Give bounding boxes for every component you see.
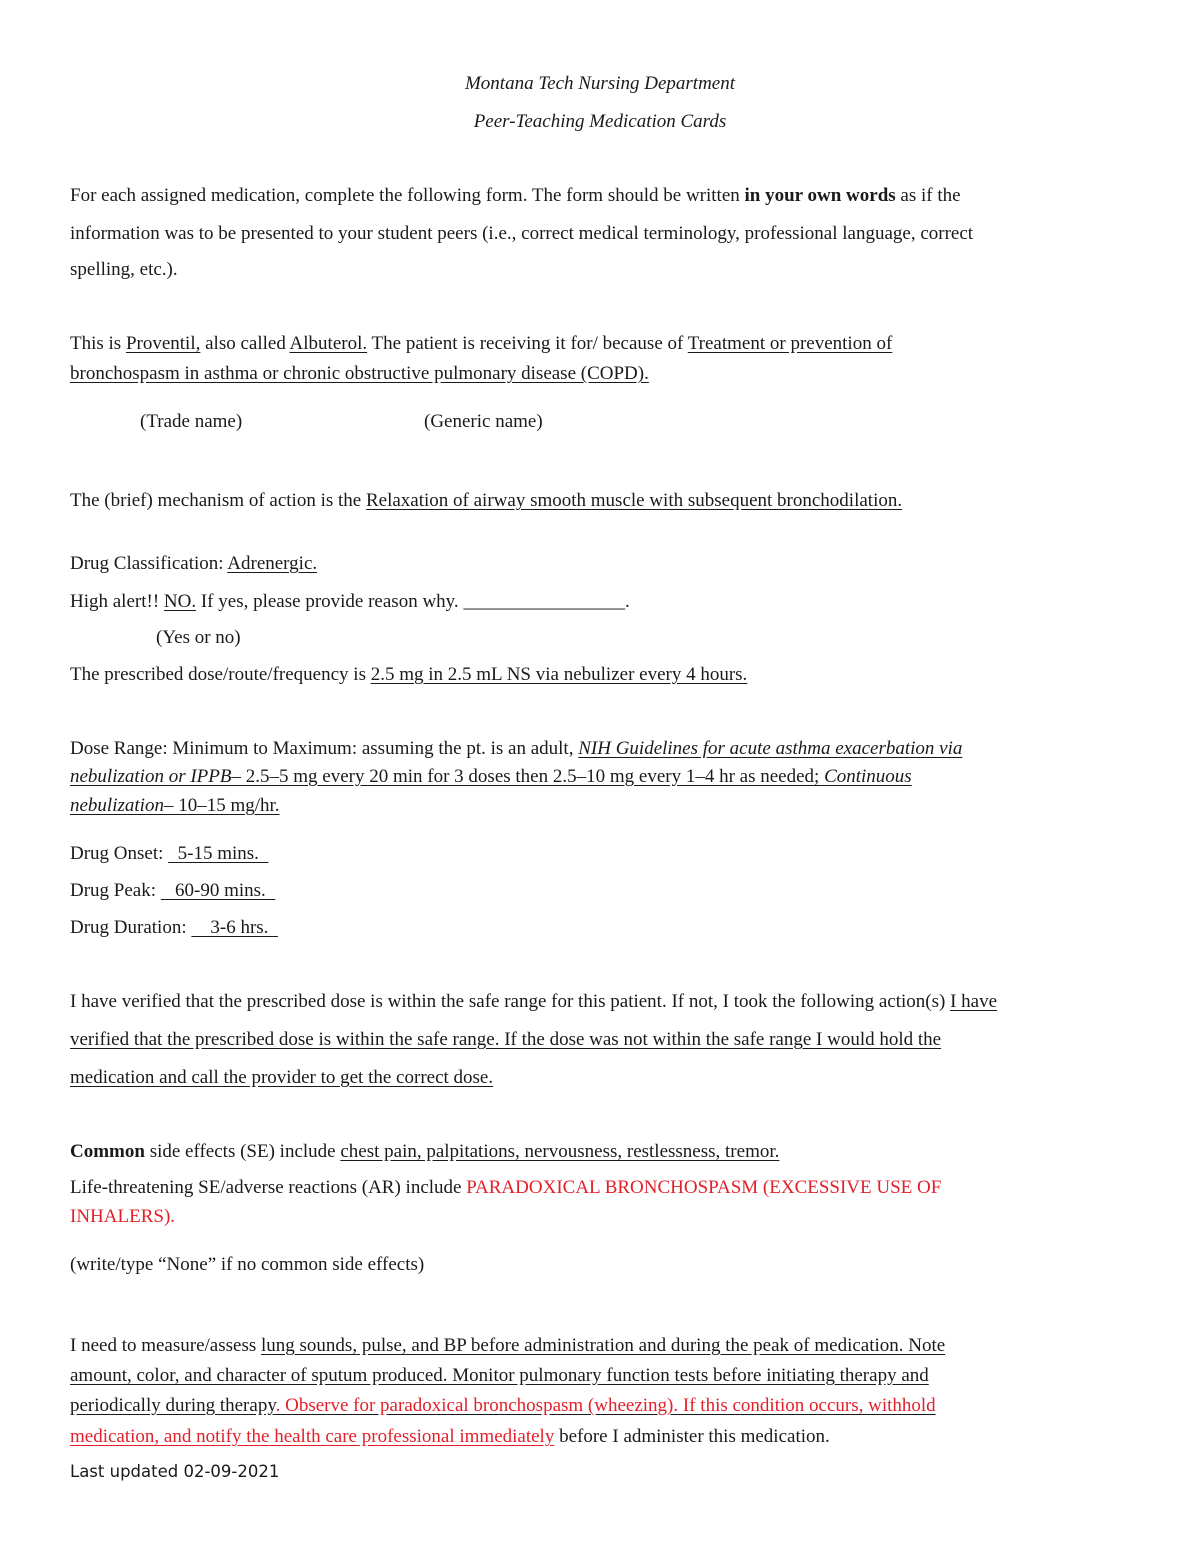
- high-alert-label: High alert!!: [70, 591, 164, 612]
- duration-label: Drug Duration:: [70, 917, 192, 938]
- assessment-suffix: before I administer this medication.: [554, 1426, 830, 1447]
- dose-range-value: – 10–15 mg/hr.: [163, 795, 280, 816]
- assessment-warning: . Observe for paradoxical bronchospasm (wheezing). If this condition occurs, withhold: [275, 1395, 936, 1416]
- mechanism-line: [70, 489, 902, 513]
- high-alert-line: [70, 590, 630, 614]
- verification-line-1: [70, 990, 997, 1014]
- high-alert-reason-blank: _________________: [463, 591, 625, 612]
- onset-line: [70, 842, 268, 866]
- assessment-value: lung sounds, pulse, and BP before administration and during the peak of medication. Note: [261, 1335, 946, 1356]
- life-threatening-se-line-2: INHALERS).: [70, 1206, 176, 1227]
- dose-range-guideline: NIH Guidelines for acute asthma exacerbation via: [578, 738, 963, 759]
- dose-range-continuous: Continuous: [824, 766, 912, 787]
- peak-value: 60-90 mins.: [160, 880, 276, 901]
- dose-value: 2.5 mg in 2.5 mL NS via nebulizer every 4 hours.: [370, 664, 748, 685]
- peak-line: [70, 879, 275, 903]
- assessment-line-4: [70, 1425, 830, 1449]
- classification-label: Drug Classification:: [70, 553, 228, 574]
- duration-line: [70, 916, 278, 940]
- intro-text: as if the: [895, 185, 961, 206]
- common-se-line: [70, 1140, 779, 1164]
- dose-range-line-1: [70, 737, 962, 761]
- high-alert-value: NO.: [163, 591, 197, 612]
- assessment-value: periodically during therapy: [70, 1395, 276, 1416]
- dose-label: The prescribed dose/route/frequency is: [70, 664, 371, 685]
- intro-emphasis: in your own words: [744, 185, 896, 206]
- indication-value-line-2: bronchospasm in asthma or chronic obstructive pulmonary disease (COPD).: [70, 363, 649, 384]
- document-title: Peer-Teaching Medication Cards: [473, 111, 727, 132]
- common-se-label: side effects (SE) include: [144, 1141, 341, 1162]
- assessment-label: I need to measure/assess: [70, 1335, 261, 1356]
- assessment-line-2: amount, color, and character of sputum produced. Monitor pulmonary function tests before initiating therapy and: [70, 1365, 929, 1386]
- department-heading: Montana Tech Nursing Department: [464, 73, 736, 94]
- high-alert-period: .: [624, 591, 630, 612]
- onset-label: Drug Onset:: [70, 843, 169, 864]
- common-se-emphasis: Common: [70, 1141, 145, 1162]
- assessment-line-1: [70, 1334, 945, 1358]
- classification-value: Adrenergic.: [227, 553, 318, 574]
- yes-no-label: (Yes or no): [156, 627, 241, 648]
- life-threatening-se-line-1: [70, 1176, 941, 1200]
- duration-value: 3-6 hrs.: [191, 917, 278, 938]
- common-se-value: chest pain, palpitations, nervousness, restlessness, tremor.: [340, 1141, 780, 1162]
- generic-name-value: Albuterol.: [289, 333, 368, 354]
- trade-name-value: Proventil,: [125, 333, 201, 354]
- peak-label: Drug Peak:: [70, 880, 161, 901]
- mechanism-label: The (brief) mechanism of action is the: [70, 490, 366, 511]
- verification-action: I have: [950, 991, 998, 1012]
- dose-range-route: nebulization or IPPB: [70, 766, 232, 787]
- trade-name-label: (Trade name): [140, 411, 243, 432]
- intro-line-2: information was to be presented to your student peers (i.e., correct medical terminology, professional language, correct: [70, 223, 974, 244]
- high-alert-prompt: If yes, please provide reason why.: [196, 591, 464, 612]
- last-updated: Last updated 02-09-2021: [70, 1462, 280, 1481]
- drug-text: also called: [200, 333, 290, 354]
- none-note: (write/type “None” if no common side effects): [70, 1254, 425, 1275]
- dose-range-route: nebulization: [70, 795, 164, 816]
- dose-line: [70, 663, 747, 687]
- classification-line: [70, 552, 317, 576]
- assessment-warning: medication, and notify the health care professional immediately: [70, 1426, 555, 1447]
- dose-range-label: Dose Range: Minimum to Maximum: assuming the pt. is an adult,: [70, 738, 579, 759]
- verification-label: I have verified that the prescribed dose is within the safe range for this patient. If not, I took the following action(s): [70, 991, 951, 1012]
- life-threatening-se-value: PARADOXICAL BRONCHOSPASM (EXCESSIVE USE OF: [466, 1177, 942, 1198]
- assessment-line-3: [70, 1394, 936, 1418]
- drug-line-1: [70, 332, 892, 356]
- dose-range-value: – 2.5–5 mg every 20 min for 3 doses then 2.5–10 mg every 1–4 hr as needed;: [231, 766, 825, 787]
- intro-line-1: [70, 184, 961, 208]
- drug-text: The patient is receiving it for/ because of: [367, 333, 688, 354]
- life-threatening-se-label: Life-threatening SE/adverse reactions (AR) include: [70, 1177, 467, 1198]
- mechanism-value: Relaxation of airway smooth muscle with subsequent bronchodilation.: [365, 490, 903, 511]
- dose-range-line-3: [70, 794, 280, 818]
- onset-value: 5-15 mins.: [168, 843, 269, 864]
- generic-name-label: (Generic name): [424, 411, 543, 432]
- dose-range-line-2: [70, 765, 912, 789]
- indication-value: Treatment or prevention of: [687, 333, 893, 354]
- verification-line-2: verified that the prescribed dose is within the safe range. If the dose was not within the safe range I would hold the: [70, 1029, 942, 1050]
- intro-line-3: spelling, etc.).: [70, 259, 178, 280]
- verification-line-3: medication and call the provider to get the correct dose.: [70, 1067, 494, 1088]
- drug-text: This is: [70, 333, 126, 354]
- intro-text: For each assigned medication, complete the following form. The form should be written: [70, 185, 745, 206]
